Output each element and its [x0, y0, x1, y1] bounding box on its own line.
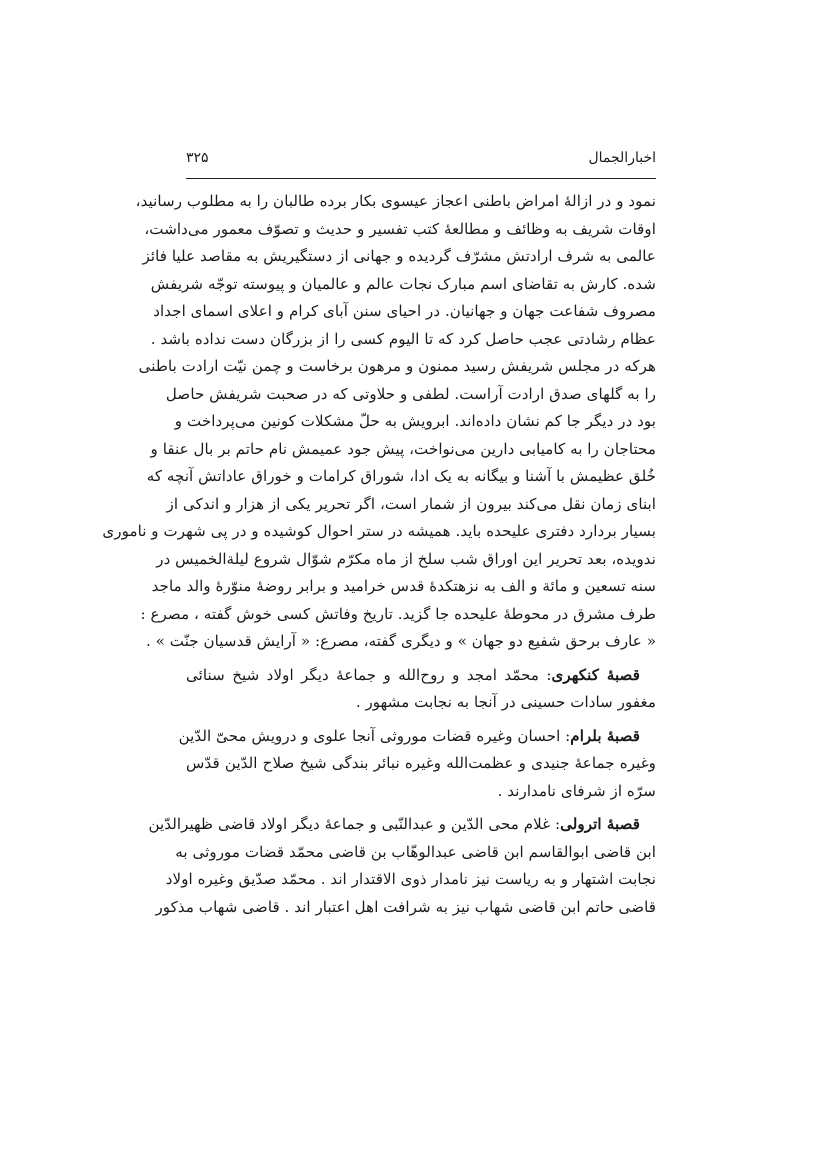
- text-line: طرف مشرق در محوطهٔ علیحده جا گزید. تاریخ وفاتش کسی خوش گفته ، مصرع :: [140, 604, 656, 623]
- section-balram: [178, 723, 656, 806]
- text-line: ندویده، بعد تحریر این اوراق شب سلخ از ماه مکرّم شوّال شروع لیلة‌الخمیس در: [156, 549, 656, 568]
- text-line: ابنای زمان نقل می‌کند بیرون از شمار است، اگر تحریر یکی از هزار و اندکی از: [166, 494, 656, 513]
- text-line: بود در دیگر جا کم نشان داده‌اند. ابرویش به حلّ مشکلات کونین می‌پرداخت و: [174, 412, 656, 430]
- text-line: سرّه از شرفای نامدارند .: [497, 781, 656, 800]
- text-line: مصروف شفاعت جهان و جهانیان. در احیای سنن آبای کرام و اعلای اسمای اجداد: [153, 302, 656, 320]
- section-heading: قصبهٔ بلرام: [570, 726, 640, 745]
- text-line: محتاجان را به کامیابی دارین می‌نواخت، پیش جود عمیمش نام حاتم بر بال عنقا و: [150, 439, 656, 458]
- text-line: را به گلهای صدق ارادت آراست. لطفی و حلاوتی که در صحبت شریفش حاصل: [165, 384, 656, 403]
- text-line: عظام رشادتی عجب حاصل کرد که تا الیوم کسی را از بزرگان دست نداده باشد .: [150, 329, 656, 348]
- text-line: خُلق عظیمش با آشنا و بیگانه به یک ادا، شوراق کرامات و خوراق عاداتش آنچه که: [146, 467, 656, 485]
- page-number: ۳۲۵: [186, 150, 209, 166]
- section-first-line: [148, 811, 656, 839]
- text-line: مغفور سادات حسینی در آنجا به نجابت مشهور .: [355, 693, 656, 711]
- text-line: بسیار بردارد دفتری علیحده باید. همیشه در ستر احوال کوشیده و در پی شهرت و ناموری: [102, 522, 656, 540]
- text-line: سنه تسعین و مائة و الف به نزهتکدهٔ قدس خرامید و برابر روضهٔ منوّرهٔ والد ماجد: [151, 577, 656, 595]
- text-line: نمود و در ازالهٔ امراض باطنی اعجاز عیسوی بکار برده طالبان را به مطلوب رسانید،: [135, 192, 656, 210]
- text-line: : محمّد امجد و روح‌الله و جماعهٔ دیگر اولاد شیخ سنائی: [186, 665, 552, 684]
- text-line: شده. کارش به تقاضای اسم مبارک نجات عالم و عالمیان و پیوسته توجّه شریفش: [150, 274, 656, 293]
- text-line: « عارف برحق شفیع دو جهان » و دیگری گفته، مصرع: « آرایش قدسیان جنّت » .: [146, 632, 656, 650]
- text-line: : احسان وغیره قضات موروثی آنجا علوی و درویش محیّ الدّین: [178, 726, 571, 745]
- section-heading: قصبهٔ اترولی: [560, 815, 640, 833]
- section-heading: قصبهٔ کنکهری: [551, 665, 640, 684]
- text-line: عالمی به شرف ارادتش مشرّف گردیده و جهانی از دستگیریش به مقاصد علیا فائز: [142, 247, 656, 265]
- section-first-line: [186, 662, 656, 690]
- main-paragraph: [102, 188, 656, 656]
- page-body: [102, 188, 656, 921]
- book-title: اخبارالجمال: [588, 150, 656, 166]
- header-rule: [186, 178, 656, 179]
- text-line: ابن قاضی ابوالقاسم ابن قاضی عبدالوهّاب بن قاضی محمّد قضات موروثی به: [175, 842, 656, 861]
- text-line: : غلام محی الدّین و عبدالنّبی و جماعهٔ دیگر اولاد قاضی ظهیرالدّین: [148, 815, 561, 833]
- text-line: وغیره جماعهٔ جنیدی و عظمت‌الله وغیره نبائر بندگی شیخ صلاح الدّین قدّس: [186, 754, 656, 772]
- section-atrauli: [148, 811, 656, 921]
- section-first-line: [178, 723, 656, 751]
- running-header: [186, 150, 656, 172]
- section-kankhari: [186, 662, 656, 717]
- text-line: نجابت اشتهار و به ریاست نیز نامدار ذوی الاقتدار اند . محمّد صدّیق وغیره اولاد: [165, 870, 656, 888]
- text-line: اوقات شریف به وظائف و مطالعهٔ کتب تفسیر و حدیث و تصوّف معمور می‌داشت،: [144, 219, 656, 238]
- text-line: هرکه در مجلس شریفش رسید ممنون و مرهون برخاست و چمن نیّت ارادت باطنی: [138, 357, 656, 375]
- text-line: قاضی حاتم ابن قاضی شهاب نیز به شرافت اهل اعتبار اند . قاضی شهاب مذکور: [155, 897, 656, 916]
